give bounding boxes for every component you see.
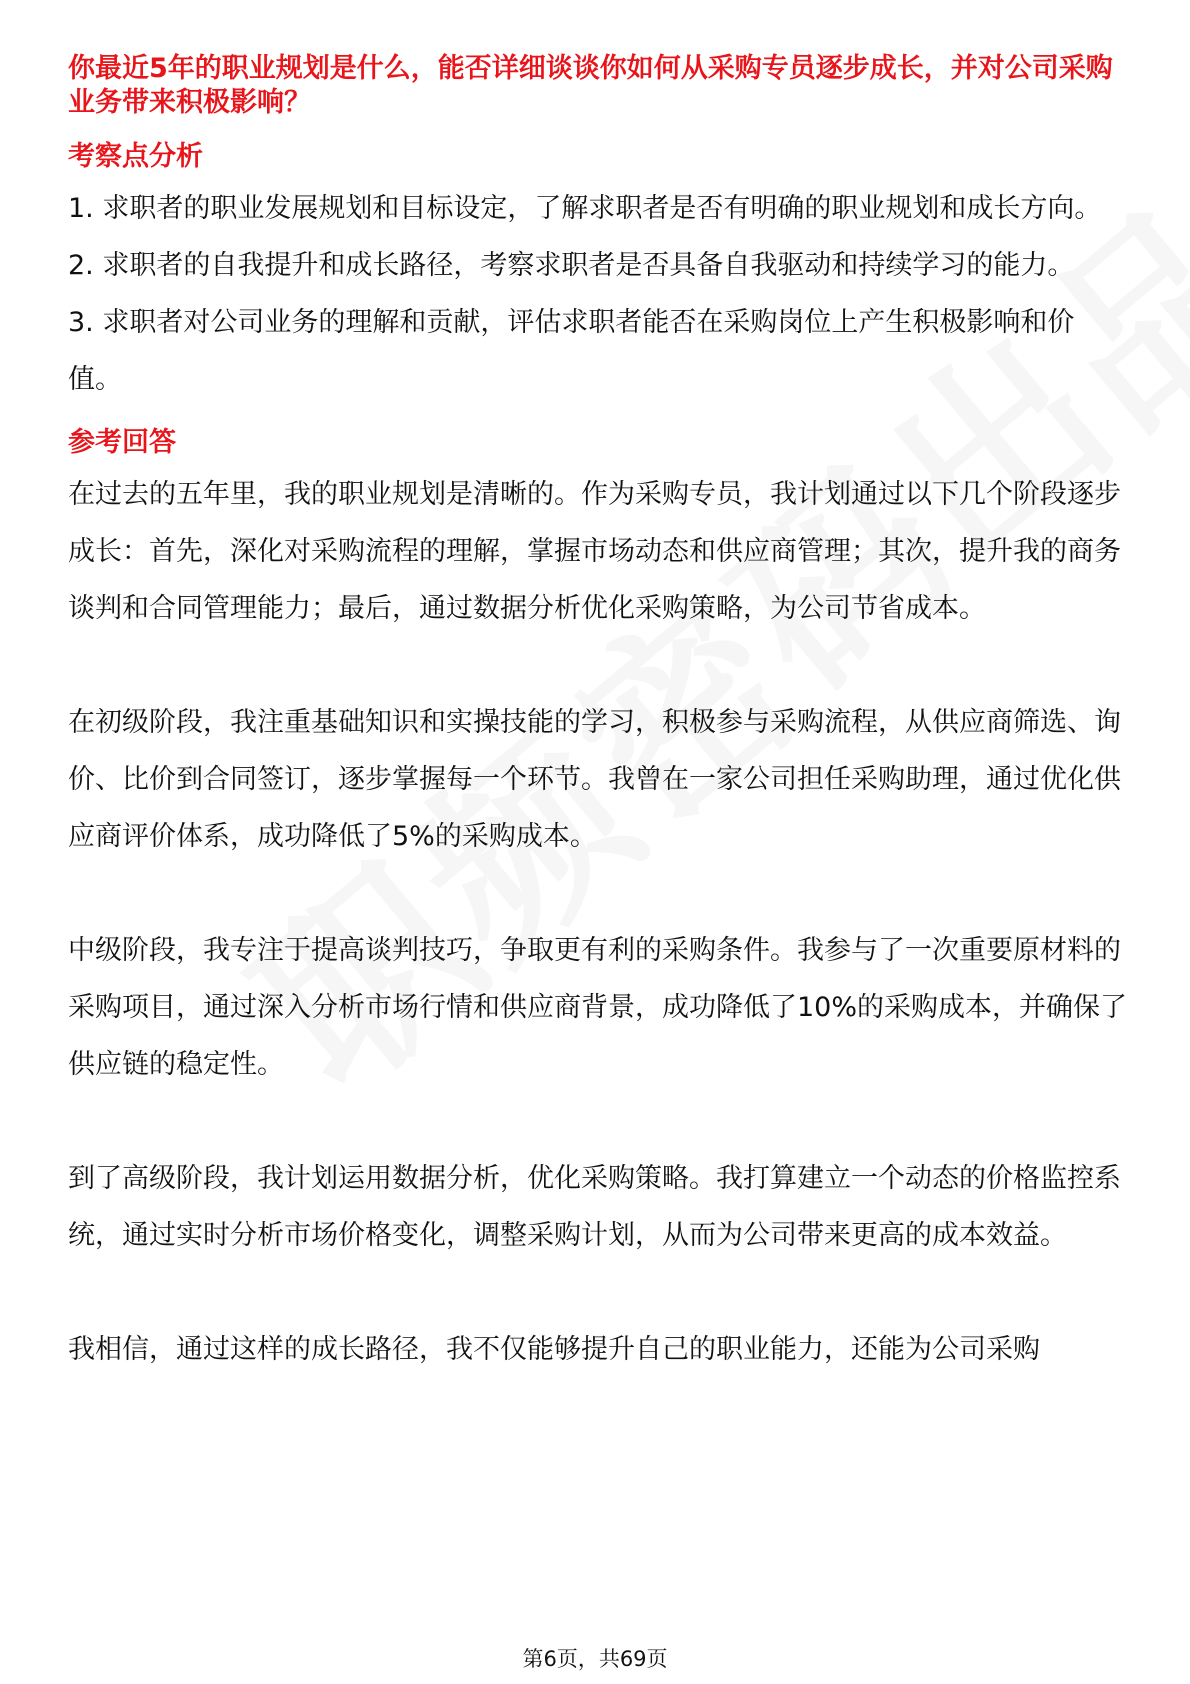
answer-paragraph-3: 中级阶段，我专注于提高谈判技巧，争取更有利的采购条件。我参与了一次重要原材料的采购项目，通过深入分析市场行情和供应商背景，成功降低了10%的采购成本，并确保了供应链的稳定性。	[68, 935, 1128, 1080]
question-heading: 你最近5年的职业规划是什么，能否详细谈谈你如何从采购专员逐步成长，并对公司采购业务带来积极影响？	[68, 53, 1113, 118]
answer-paragraph-2: 在初级阶段，我注重基础知识和实操技能的学习，积极参与采购流程，从供应商筛选、询价、比价到合同签订，逐步掌握每一个环节。我曾在一家公司担任采购助理，通过优化供应商评价体系，成功降低了5%的采购成本。	[68, 707, 1121, 852]
analysis-point-3: 3. 求职者对公司业务的理解和贡献，评估求职者能否在采购岗位上产生积极影响和价值。	[68, 307, 1075, 395]
page-number: 第6页，共69页	[522, 1647, 668, 1671]
analysis-points	[68, 180, 1128, 408]
answer-title: 参考回答	[68, 427, 176, 458]
document-page	[68, 52, 1128, 1378]
answer-paragraph-4: 到了高级阶段，我计划运用数据分析，优化采购策略。我打算建立一个动态的价格监控系统，通过实时分析市场价格变化，调整采购计划，从而为公司带来更高的成本效益。	[68, 1163, 1121, 1251]
analysis-point-2: 2. 求职者的自我提升和成长路径，考察求职者是否具备自我驱动和持续学习的能力。	[68, 250, 1075, 281]
answer-paragraph-1: 在过去的五年里，我的职业规划是清晰的。作为采购专员，我计划通过以下几个阶段逐步成长：首先，深化对采购流程的理解，掌握市场动态和供应商管理；其次，提升我的商务谈判和合同管理能力；最后，通过数据分析优化采购策略，为公司节省成本。	[68, 479, 1121, 624]
answer-paragraph-5: 我相信，通过这样的成长路径，我不仅能够提升自己的职业能力，还能为公司采购	[68, 1334, 1040, 1365]
analysis-point-1: 1. 求职者的职业发展规划和目标设定，了解求职者是否有明确的职业规划和成长方向。	[68, 193, 1102, 224]
analysis-title: 考察点分析	[68, 141, 203, 172]
answer-body	[68, 466, 1128, 1378]
